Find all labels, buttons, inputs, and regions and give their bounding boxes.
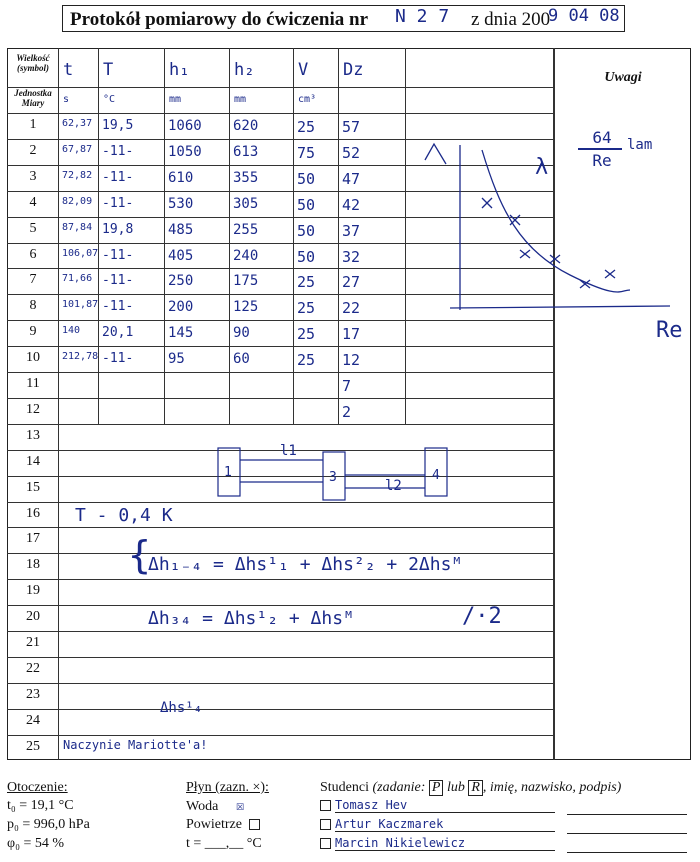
table-cell-h1: 1050 (168, 143, 202, 160)
table-cell-h1: 200 (168, 299, 194, 316)
grid-hline (7, 631, 553, 632)
table-cell-T: -11- (102, 351, 134, 367)
row-number: 1 (29, 117, 37, 132)
row-number: 22 (26, 660, 40, 676)
table-cell-h2: 613 (233, 143, 259, 160)
fluid-temperature-field[interactable]: t = ___,__ °C (186, 836, 262, 851)
row-number: 5 (29, 220, 37, 236)
row-number: 23 (26, 686, 40, 702)
equation-1: Δh₁₋₄ = Δhs¹₁ + Δhs²₂ + 2Δhsᴹ (148, 554, 463, 575)
table-cell-T: -11- (102, 169, 134, 185)
column-unit: s (63, 94, 70, 105)
sketch-l2-label: l2 (385, 478, 402, 494)
task-p-box: P (429, 780, 444, 796)
table-cell-V: 25 (297, 299, 316, 318)
task-r-box: R (468, 780, 483, 796)
row-number: 10 (26, 350, 40, 366)
formula-suffix: lam (627, 137, 653, 153)
row-number: 14 (26, 453, 40, 469)
table-cell-T: -11- (102, 143, 134, 159)
students-hint-post: , imię, nazwisko, podpis) (482, 780, 622, 795)
table-cell-h1: 95 (168, 351, 185, 368)
table-cell-t: 82,09 (62, 195, 93, 207)
table-cell-t: 212,78 (62, 351, 99, 363)
table-cell-h1: 530 (168, 195, 194, 212)
table-cell-dz: 22 (342, 299, 361, 318)
table-cell-h2: 90 (233, 325, 250, 342)
grid-vline (164, 48, 165, 424)
table-cell-dz: 12 (342, 351, 361, 370)
table-cell-h1: 405 (168, 247, 194, 264)
table-cell-T: -11- (102, 273, 134, 289)
grid-hline (7, 657, 553, 658)
table-cell-t: 101,87 (62, 299, 99, 311)
column-symbol: h₁ (169, 60, 190, 80)
grid-vline (338, 48, 339, 424)
grid-vline (229, 48, 230, 424)
table-cell-V: 50 (297, 195, 316, 214)
table-cell-h2: 175 (233, 273, 259, 290)
table-cell-V: 50 (297, 169, 316, 188)
student-name: Marcin Nikielewicz (335, 836, 555, 851)
fluid-air-label: Powietrze (186, 817, 242, 832)
table-cell-T: -11- (102, 195, 134, 211)
grid-vline (58, 48, 59, 760)
grid-hline (7, 398, 553, 399)
column-unit: cm³ (298, 94, 317, 105)
temperature-note: T - 0,4 K (75, 505, 173, 526)
column-unit: °C (103, 94, 116, 105)
student-row[interactable] (320, 798, 687, 815)
row-number: 13 (26, 427, 40, 443)
lambda-re-sketch (420, 130, 695, 350)
table-cell-h1: 610 (168, 169, 194, 186)
column-symbol: T (103, 60, 114, 80)
formula-numerator: 64 (592, 128, 612, 147)
student-name: Artur Kaczmarek (335, 817, 555, 832)
table-cell-T: 20,1 (102, 325, 134, 341)
table-cell-h1: 250 (168, 273, 194, 290)
table-cell-t: 72,82 (62, 169, 93, 181)
row-number: 15 (26, 479, 40, 495)
grid-vline (405, 48, 406, 424)
table-cell-h2: 60 (233, 351, 250, 368)
header-quantity-label: Wielkość (symbol) (16, 53, 50, 73)
sketch-box3-label: 3 (329, 470, 337, 485)
sketch-box4-label: 4 (432, 468, 440, 483)
fluid-water-option[interactable] (186, 798, 244, 815)
table-cell-h2: 620 (233, 118, 259, 134)
row-number: 16 (26, 505, 40, 521)
graph-y-label: λ (535, 155, 549, 180)
column-symbol: Dz (343, 60, 364, 80)
equation-divisor: /·2 (462, 604, 502, 629)
grid-hline (7, 735, 553, 736)
row-number: 2 (29, 142, 37, 158)
fluid-water-label: Woda (186, 799, 219, 814)
page-title: Protokół pomiarowy do ćwiczenia nr (70, 9, 368, 30)
students-label: Studenci (320, 780, 369, 795)
student-signature-line[interactable] (567, 817, 687, 834)
table-cell-dz: 27 (342, 273, 361, 292)
students-hint-mid: lub (446, 780, 465, 795)
column-symbol: h₂ (234, 60, 255, 80)
row-number: 24 (26, 712, 40, 728)
sketch-l1-label: l1 (280, 443, 297, 459)
row-number: 7 (29, 272, 37, 288)
row-number: 6 (29, 246, 37, 262)
table-cell-dz: 47 (342, 169, 361, 188)
equation-brace: { (128, 533, 151, 577)
environment-label: Otoczenie: (7, 780, 68, 795)
header-unit-label: Jednostka Miary (14, 88, 52, 108)
student-signature-line[interactable] (567, 798, 687, 815)
table-cell-V: 25 (297, 325, 316, 344)
table-cell-dz: 37 (342, 221, 361, 240)
student-row[interactable] (320, 817, 687, 834)
student-checkbox[interactable] (320, 819, 331, 830)
ambient-pressure: p₀ = 996,0 hPa (7, 817, 90, 832)
table-cell-h1: 145 (168, 325, 194, 342)
table-cell-T: 19,5 (102, 118, 134, 133)
table-cell-T: -11- (102, 299, 134, 315)
table-cell-t: 106,07 (62, 247, 99, 259)
table-cell-V: 25 (297, 351, 316, 370)
row-number: 8 (29, 298, 37, 314)
table-cell-dz: 42 (342, 195, 361, 214)
table-cell-h2: 305 (233, 195, 259, 212)
table-cell-V: 50 (297, 247, 316, 266)
row-number: 4 (29, 194, 37, 210)
table-cell-h2: 255 (233, 221, 259, 238)
column-unit: mm (234, 94, 247, 105)
column-unit: mm (169, 94, 182, 105)
students-hint-pre: (zadanie: (372, 780, 426, 795)
grid-hline (7, 579, 553, 580)
column-symbol: t (63, 60, 74, 80)
table-cell-T: -11- (102, 247, 134, 263)
grid-hline (7, 372, 553, 373)
exercise-number: N 2 7 (395, 6, 450, 27)
grid-hline (7, 424, 553, 425)
table-cell-h1: 485 (168, 221, 194, 238)
grid-hline (7, 502, 553, 503)
grid-hline (7, 683, 553, 684)
table-cell-t: 71,66 (62, 273, 93, 285)
student-signature-line[interactable] (567, 836, 687, 853)
table-cell-dz: 32 (342, 247, 361, 266)
formula-bar (578, 148, 622, 150)
row-number: 9 (29, 324, 37, 340)
row25-note: Naczynie Mariotte'a! (63, 738, 208, 752)
grid-hline (7, 87, 553, 88)
table-cell-h2: 240 (233, 247, 259, 264)
table-cell-T: 19,8 (102, 221, 134, 237)
table-cell-h2: 125 (233, 299, 259, 316)
row-number: 3 (29, 168, 37, 184)
student-checkbox[interactable] (320, 838, 331, 849)
table-cell-dz: 7 (342, 377, 352, 395)
table-cell-h1: 1060 (168, 118, 202, 134)
student-checkbox[interactable] (320, 800, 331, 811)
ambient-temperature: t₀ = 19,1 °C (7, 798, 74, 813)
grid-vline (293, 48, 294, 424)
table-cell-V: 25 (297, 273, 316, 292)
students-header (320, 780, 621, 796)
table-cell-dz: 2 (342, 402, 352, 421)
student-name: Tomasz Hev (335, 798, 555, 813)
column-symbol: V (298, 60, 309, 80)
grid-hline (7, 527, 553, 528)
sketch-box1-label: 1 (224, 465, 232, 480)
table-cell-dz: 17 (342, 325, 361, 344)
formula-denominator: Re (592, 151, 612, 170)
ambient-humidity: φ₀ = 54 % (7, 836, 65, 851)
table-cell-t: 62,37 (62, 118, 93, 129)
grid-hline (7, 709, 553, 710)
grid-vline (98, 48, 99, 424)
table-cell-h2: 355 (233, 169, 259, 186)
remarks-header: Uwagi (604, 70, 642, 85)
table-cell-dz: 57 (342, 118, 361, 136)
row-number: 19 (26, 583, 40, 599)
fluid-air-option[interactable] (186, 817, 264, 833)
row-number: 12 (26, 401, 40, 417)
student-row[interactable] (320, 836, 687, 853)
water-checked-mark: ☒ (235, 798, 245, 814)
table-cell-V: 75 (297, 143, 316, 162)
row-number: 20 (26, 609, 40, 625)
grid-hline (7, 113, 553, 114)
table-cell-t: 67,87 (62, 143, 93, 155)
row24-note: Δhs¹₄ (160, 700, 203, 716)
table-cell-t: 140 (62, 325, 81, 337)
table-cell-V: 50 (297, 221, 316, 240)
date-label: z dnia 200 (471, 9, 551, 30)
row-number: 18 (26, 557, 40, 573)
graph-x-label: Re (656, 318, 683, 343)
table-cell-V: 25 (297, 118, 316, 136)
table-cell-t: 87,84 (62, 221, 93, 233)
air-checkbox[interactable] (249, 819, 260, 830)
date-value: 9 04 08 (548, 6, 620, 26)
equation-2: Δh₃₄ = Δhs¹₂ + Δhsᴹ (148, 608, 354, 629)
row-number: 21 (26, 635, 40, 650)
fluid-label: Płyn (zazn. ×): (186, 780, 269, 795)
row-number: 11 (26, 376, 40, 391)
table-cell-dz: 52 (342, 143, 361, 162)
row-number: 17 (26, 531, 40, 547)
row-number: 25 (26, 738, 40, 754)
